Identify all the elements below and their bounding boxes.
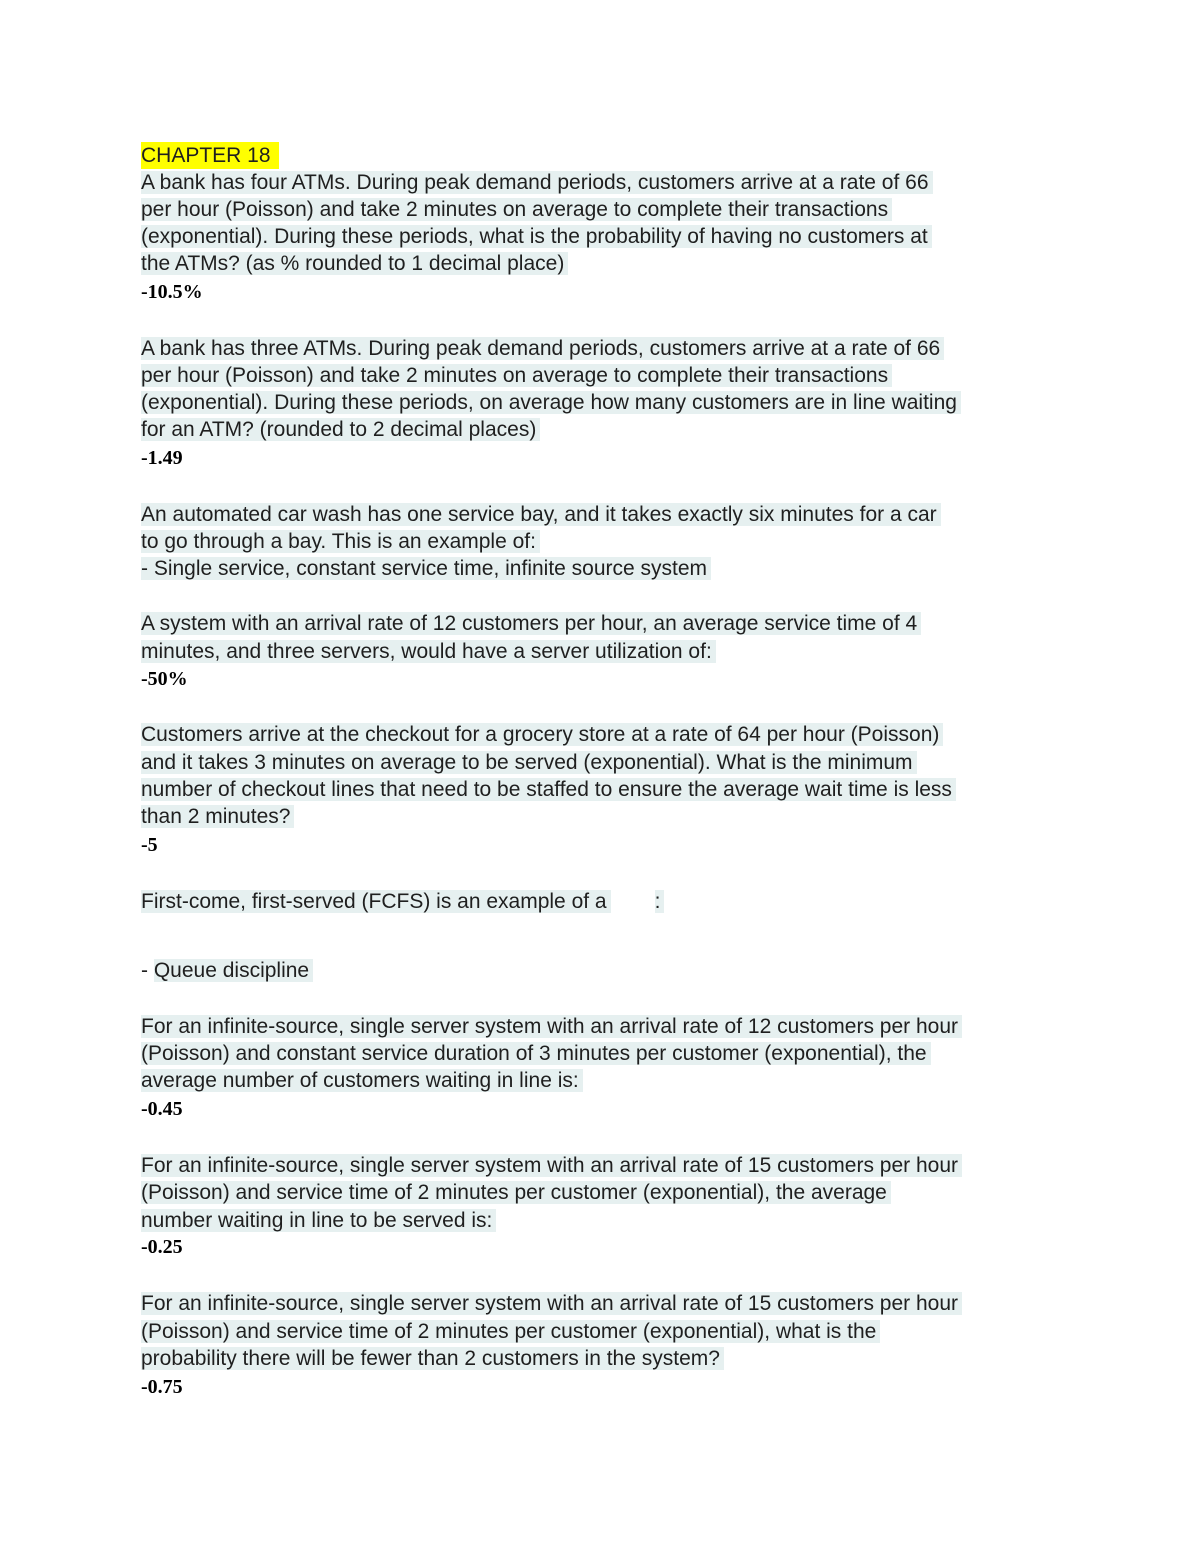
- question-2-line-4: for an ATM? (rounded to 2 decimal places): [141, 416, 540, 443]
- question-2-answer: -1.49: [141, 447, 183, 469]
- question-2-line-1: A bank has three ATMs. During peak demand periods, customers arrive at a rate of 66: [141, 335, 944, 362]
- chapter-heading: CHAPTER 18: [141, 142, 279, 169]
- question-7-line-3: average number of customers waiting in line is:: [141, 1067, 583, 1094]
- question-9-answer: -0.75: [141, 1376, 183, 1398]
- question-9-line-1: For an infinite-source, single server system with an arrival rate of 15 customers per hour: [141, 1290, 962, 1317]
- question-5-line-3: number of checkout lines that need to be staffed to ensure the average wait time is less: [141, 776, 956, 803]
- question-3-line-1: An automated car wash has one service bay, and it takes exactly six minutes for a car: [141, 501, 941, 528]
- question-4-line-1: A system with an arrival rate of 12 customers per hour, an average service time of 4: [141, 610, 921, 637]
- question-2-line-3: (exponential). During these periods, on average how many customers are in line waiting: [141, 389, 961, 416]
- question-8-line-2: (Poisson) and service time of 2 minutes per customer (exponential), the average: [141, 1179, 891, 1206]
- question-1-line-2: per hour (Poisson) and take 2 minutes on average to complete their transactions: [141, 196, 892, 223]
- question-1-line-3: (exponential). During these periods, what is the probability of having no customers at: [141, 223, 932, 250]
- question-4-line-2: minutes, and three servers, would have a server utilization of:: [141, 638, 716, 665]
- question-5-answer: -5: [141, 834, 158, 856]
- question-1-answer: -10.5%: [141, 281, 203, 303]
- question-8-answer: -0.25: [141, 1236, 183, 1258]
- question-6-answer: - Queue discipline: [141, 957, 313, 984]
- question-5-line-4: than 2 minutes?: [141, 803, 294, 830]
- question-9-line-2: (Poisson) and service time of 2 minutes per customer (exponential), what is the: [141, 1318, 880, 1345]
- question-2-line-2: per hour (Poisson) and take 2 minutes on average to complete their transactions: [141, 362, 892, 389]
- question-3-answer: - Single service, constant service time, infinite source system: [141, 555, 711, 582]
- question-7-line-1: For an infinite-source, single server system with an arrival rate of 12 customers per hour: [141, 1013, 962, 1040]
- question-5-line-1: Customers arrive at the checkout for a grocery store at a rate of 64 per hour (Poisson): [141, 721, 943, 748]
- question-8-line-1: For an infinite-source, single server system with an arrival rate of 15 customers per hour: [141, 1152, 962, 1179]
- question-5-line-2: and it takes 3 minutes on average to be served (exponential). What is the minimum: [141, 749, 917, 776]
- question-6-line-1: First-come, first-served (FCFS) is an example of a :: [141, 888, 664, 915]
- question-4-answer: -50%: [141, 668, 188, 690]
- question-1-line-4: the ATMs? (as % rounded to 1 decimal place): [141, 250, 568, 277]
- question-1-line-1: A bank has four ATMs. During peak demand periods, customers arrive at a rate of 66: [141, 169, 933, 196]
- question-7-line-2: (Poisson) and constant service duration of 3 minutes per customer (exponential), the: [141, 1040, 931, 1067]
- question-8-line-3: number waiting in line to be served is:: [141, 1207, 496, 1234]
- question-9-line-3: probability there will be fewer than 2 customers in the system?: [141, 1345, 724, 1372]
- question-3-line-2: to go through a bay. This is an example of:: [141, 528, 540, 555]
- question-7-answer: -0.45: [141, 1098, 183, 1120]
